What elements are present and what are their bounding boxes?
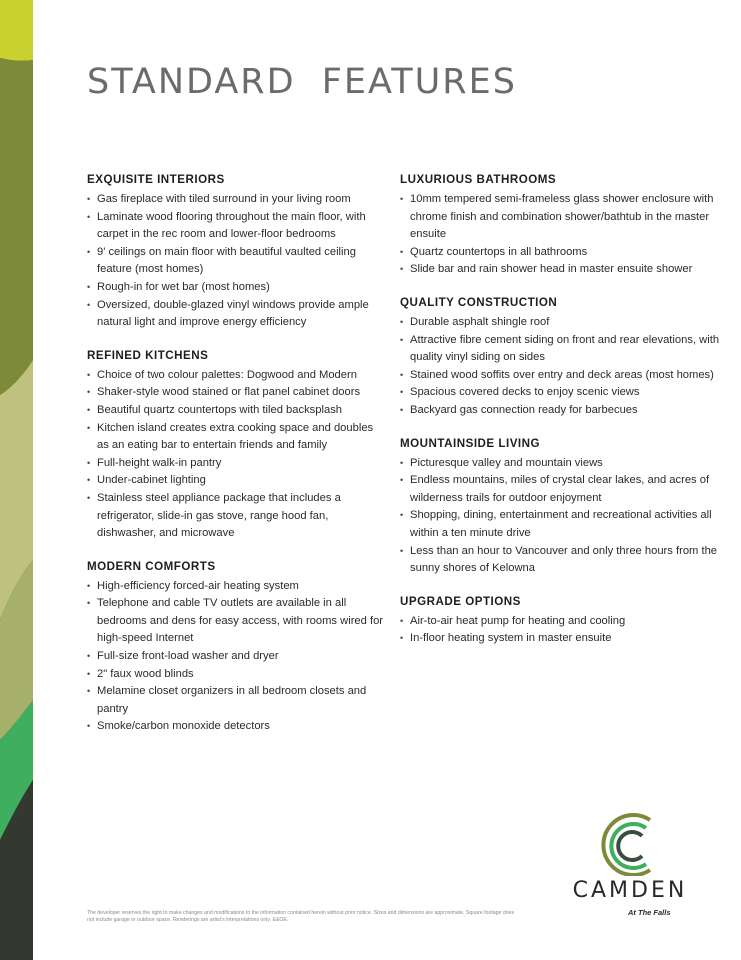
disclaimer-text: The developer reserves the right to make changes and modifications to the information contained herein without prior notice. Sizes and dimensions are approximate. Square footage does not include garage or outdoor space. Renderings are artist's interpretations only. E&OE. [87,910,515,923]
feature-section [87,559,387,736]
feature-item: • Oversized, double-glazed vinyl windows provide ample natural light and improve energy efficiency [87,297,387,332]
feature-list [400,613,720,648]
feature-list [87,578,387,736]
camden-logo [560,812,700,922]
feature-item: • Telephone and cable TV outlets are available in all bedrooms and dens for easy access, with rooms wired for high-speed Internet [87,595,387,648]
feature-item: • 10mm tempered semi-frameless glass shower enclosure with chrome finish and combination shower/bathtub in the master ensuite [400,191,720,244]
feature-item: • Slide bar and rain shower head in master ensuite shower [400,261,720,279]
feature-section [400,594,720,648]
feature-item: • Smoke/carbon monoxide detectors [87,718,387,736]
logo-tagline: At The Falls [628,908,671,917]
feature-item: • Backyard gas connection ready for barbecues [400,402,720,420]
feature-item: • Laminate wood flooring throughout the main floor, with carpet in the rec room and lower-floor bedrooms [87,209,387,244]
feature-item: • 2" faux wood blinds [87,666,387,684]
feature-item: • Durable asphalt shingle roof [400,314,720,332]
logo-wordmark: CAMDEN [572,878,688,903]
section-heading: EXQUISITE INTERIORS [87,173,225,186]
feature-item: • Air-to-air heat pump for heating and cooling [400,613,720,631]
feature-section [87,172,387,332]
feature-section [400,172,720,279]
feature-item: • Spacious covered decks to enjoy scenic views [400,384,720,402]
section-heading: UPGRADE OPTIONS [400,594,521,608]
feature-list [87,367,387,543]
decorative-color-strip [0,0,33,960]
feature-item: • Melamine closet organizers in all bedroom closets and pantry [87,683,387,718]
feature-item: • Picturesque valley and mountain views [400,455,720,473]
feature-list [87,191,387,332]
feature-item: • Choice of two colour palettes: Dogwood and Modern [87,367,387,385]
feature-section [400,436,720,578]
section-heading: QUALITY CONSTRUCTION [400,295,558,309]
section-heading: REFINED KITCHENS [87,348,209,362]
nested-c-arcs-icon [594,812,664,881]
feature-item: • 9' ceilings on main floor with beautiful vaulted ceiling feature (most homes) [87,244,387,279]
feature-item: • Shaker-style wood stained or flat panel cabinet doors [87,384,387,402]
feature-item: • Less than an hour to Vancouver and only three hours from the sunny shores of Kelowna [400,543,720,578]
left-column [87,172,387,752]
right-column [400,172,720,664]
feature-item: • In-floor heating system in master ensuite [400,630,720,648]
section-heading: LUXURIOUS BATHROOMS [400,173,557,186]
feature-item: • Quartz countertops in all bathrooms [400,244,720,262]
feature-item: • Kitchen island creates extra cooking space and doubles as an eating bar to entertain friends and family [87,420,387,455]
feature-item: • Full-size front-load washer and dryer [87,648,387,666]
section-heading: MODERN COMFORTS [87,559,216,573]
feature-section [400,295,720,420]
feature-list [400,191,720,279]
feature-item: • Shopping, dining, entertainment and recreational activities all within a ten minute drive [400,507,720,542]
page-title: STANDARD FEATURES [87,62,517,102]
feature-section [87,348,387,543]
feature-item: • Endless mountains, miles of crystal clear lakes, and acres of wilderness trails for outdoor enjoyment [400,472,720,507]
feature-list [400,455,720,578]
feature-item: • Under-cabinet lighting [87,472,387,490]
feature-list [400,314,720,420]
feature-item: • Full-height walk-in pantry [87,455,387,473]
feature-item: • Stained wood soffits over entry and deck areas (most homes) [400,367,720,385]
feature-item: • Beautiful quartz countertops with tiled backsplash [87,402,387,420]
feature-item: • Rough-in for wet bar (most homes) [87,279,387,297]
feature-item: • Attractive fibre cement siding on front and rear elevations, with quality vinyl siding on sides [400,332,720,367]
section-heading: MOUNTAINSIDE LIVING [400,436,541,450]
feature-item: • Stainless steel appliance package that includes a refrigerator, slide-in gas stove, range hood fan, dishwasher, and microwave [87,490,387,543]
feature-item: • High-efficiency forced-air heating system [87,578,387,596]
feature-item: • Gas fireplace with tiled surround in your living room [87,191,387,209]
